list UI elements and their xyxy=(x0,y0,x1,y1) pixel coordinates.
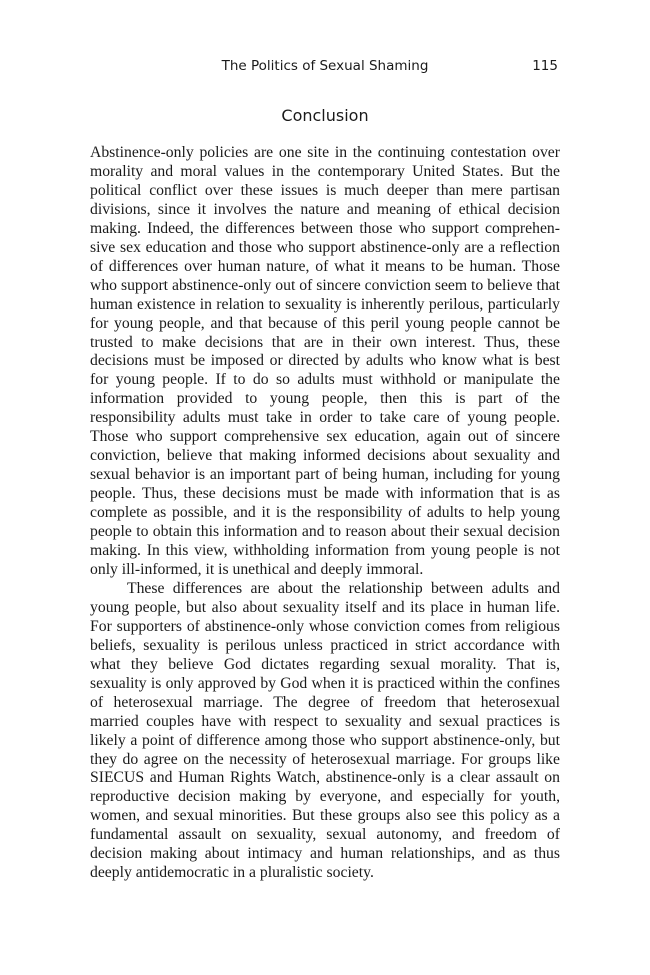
running-header xyxy=(90,58,560,78)
paragraph: These differences are about the relationship between adults and young people, but also about sexuality itself and its place in human life. For supporters of abstinence-only whose conviction comes from religious beliefs, sexuality is perilous unless practiced in strict accordance with what they believe God dictates regarding sexual morality. That is, sexuality is only approved by God when it is practiced within the confines of heterosexual marriage. The degree of freedom that heterosexual married couples have with respect to sexuality and sexual practices is likely a point of difference among those who support abstinence-only, but they do agree on the necessity of heterosexual marriage. For groups like SIECUS and Human Rights Watch, abstinence-only is a clear assault on reproductive decision making by everyone, and especially for youth, women, and sexual minorities. But these groups also see this policy as a fundamental assault on sexuality, sexual autonomy, and freedom of decision making about intimacy and human relationships, and as thus deeply antidemocratic in a pluralistic society. xyxy=(90,579,560,882)
page-number: 115 xyxy=(532,58,558,74)
body-text xyxy=(90,144,560,883)
paragraph: Abstinence-only policies are one site in the continuing contestation over morality and moral values in the contemporary United States. But the political conflict over these issues is much deeper than mere partisan divisions, since it involves the nature and meaning of ethical decision making. Indeed, the differences between those who support comprehensive sex education and those who support abstinence-only are a reflection of differences over human nature, of what it means to be human. Those who support abstinence-only out of sincere conviction seem to believe that human existence in relation to sexuality is inherently perilous, particularly for young people, and that because of this peril young people cannot be trusted to make decisions that are in their own interest. Thus, these decisions must be imposed or directed by adults who know what is best for young people. If to do so adults must withhold or manipulate the information provided to young people, then this is part of the responsibility adults must take in order to take care of young people. Those who support comprehensive sex education, again out of sincere conviction, believe that making informed decisions about sexuality and sexual behavior is an important part of being human, including for young people. Thus, these decisions must be made with information that is as complete as possible, and it is the responsibility of adults to help young people to obtain this information and to reason about their sexual decision making. In this view, withholding information from young people is not only ill-informed, it is unethical and deeply immoral. xyxy=(90,144,560,578)
running-title: The Politics of Sexual Shaming xyxy=(221,58,429,74)
section-heading: Conclusion xyxy=(281,106,369,125)
